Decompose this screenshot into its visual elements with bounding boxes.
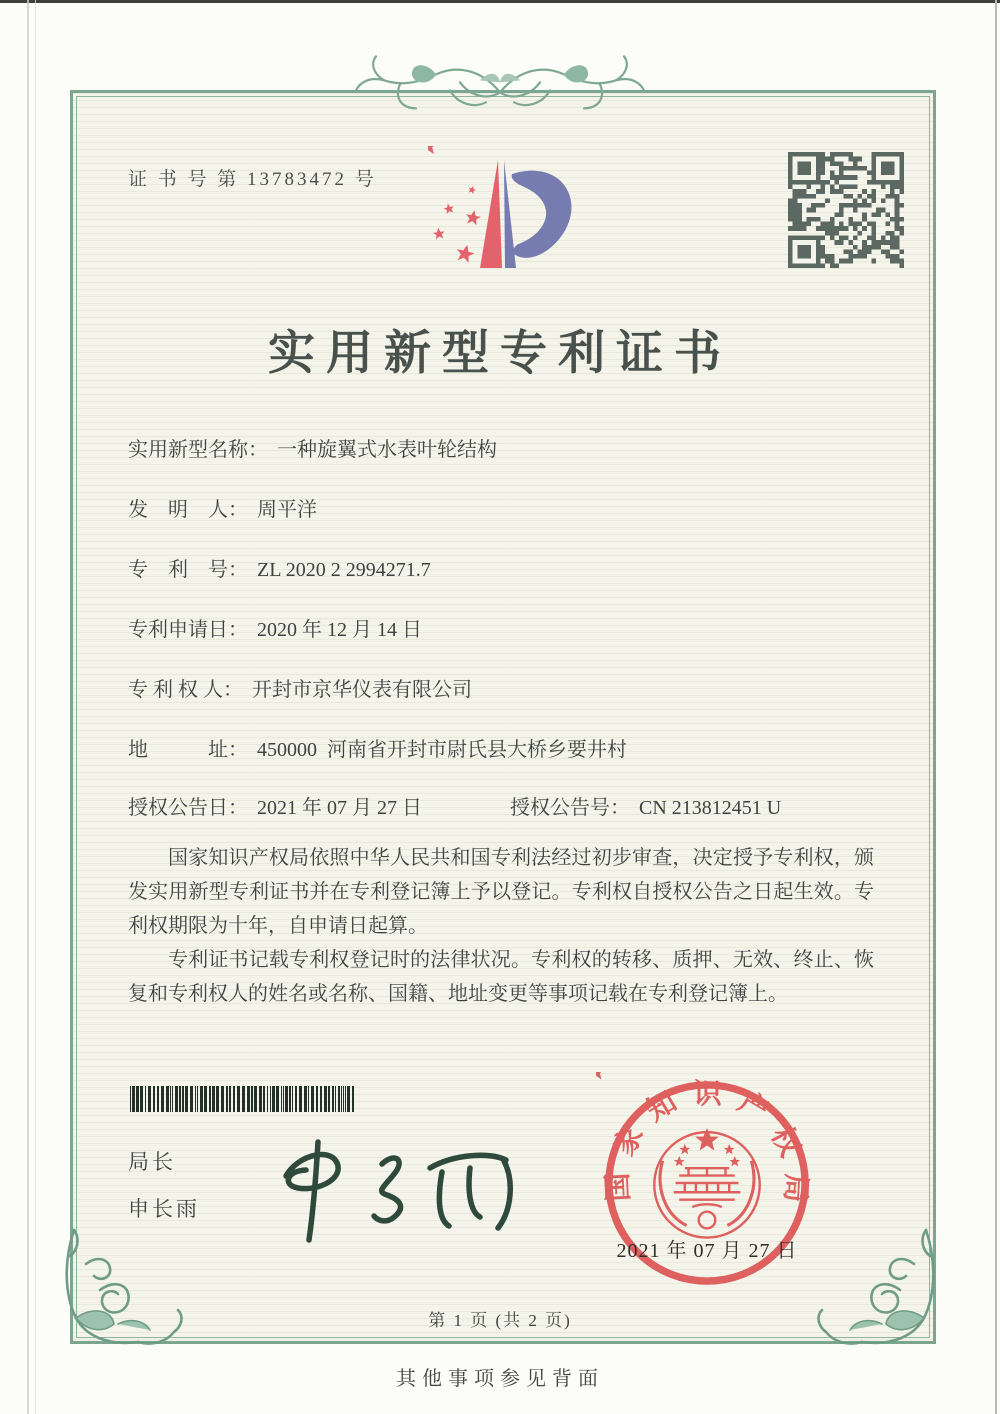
grant-number-pair [510,791,781,820]
scan-edge-right [995,0,997,1414]
field-label: 实用新型名称： [128,439,268,461]
field-label: 专 利 号： [128,559,248,581]
director-title: 局长 [128,1150,176,1174]
field-label: 授权公告号： [510,797,630,819]
field-value: 2020 年 12 月 14 日 [257,619,422,641]
field-row-application-date [128,613,422,642]
field-value: 周平洋 [257,499,317,521]
director-signature-icon [262,1124,522,1250]
field-label: 专利申请日： [128,619,248,641]
field-value: 450000 河南省开封市尉氏县大桥乡要井村 [257,739,627,761]
bottom-right-corner-ornament-icon [808,1224,944,1360]
field-row-address [128,733,627,762]
scan-edge-top [0,0,1000,3]
legal-paragraph-2: 专利证书记载专利权登记时的法律状况。专利权的转移、质押、无效、终止、恢复和专利权人的姓名或名称、国籍、地址变更等事项记载在专利登记簿上。 [128,949,874,1005]
director-name: 申长雨 [128,1197,200,1221]
certificate-title: 实用新型专利证书 [268,328,732,380]
field-row-patent-number [128,553,431,582]
cnipa-logo-icon [428,146,586,294]
field-value: ZL 2020 2 2994271.7 [257,559,431,581]
director-block [128,1146,200,1240]
field-value: CN 213812451 U [639,797,782,819]
page-number: 第 1 页 (共 2 页) [428,1311,572,1330]
field-label: 专 利 权 人： [128,679,243,701]
scan-fold-line [27,0,36,1414]
field-label: 授权公告日： [128,797,248,819]
field-value: 2021 年 07 月 27 日 [257,797,422,819]
seal-date: 2021 年 07 月 27 日 [616,1240,798,1262]
legal-text [128,841,874,1011]
field-row-grant [128,791,782,820]
field-row-patentee [128,673,472,702]
field-row-invention-name [128,433,497,462]
qr-code-icon [788,152,904,268]
field-label: 地 址： [128,739,248,761]
field-label: 发 明 人： [128,499,248,521]
field-row-inventor [128,493,317,522]
field-value: 一种旋翼式水表叶轮结构 [277,439,497,461]
footer-note: 其他事项参见背面 [396,1368,604,1390]
top-border-ornament-icon [340,46,660,130]
certificate-number: 证 书 号 第 13783472 号 [128,169,377,190]
bottom-left-corner-ornament-icon [56,1224,192,1360]
legal-paragraph-1: 国家知识产权局依照中华人民共和国专利法经过初步审查，决定授予专利权，颁发实用新型专利证书并在专利登记簿上予以登记。专利权自授权公告之日起生效。专利权期限为十年，自申请日起算。 [128,847,874,937]
field-value: 开封市京华仪表有限公司 [252,679,472,701]
barcode-icon [130,1086,358,1112]
seal-ring-text: 国家知识产权局 [601,1078,813,1204]
